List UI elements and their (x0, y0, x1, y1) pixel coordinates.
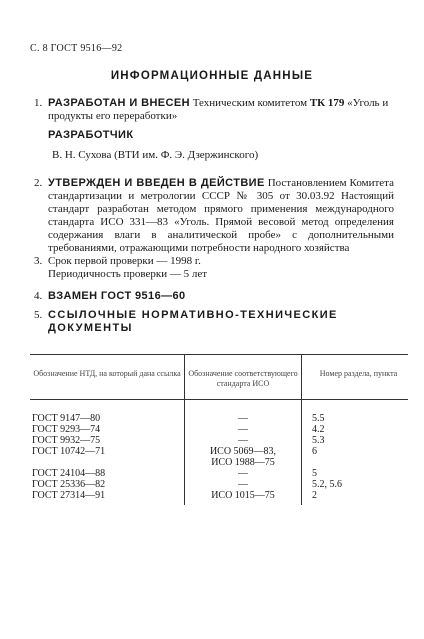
section-3 (34, 255, 394, 281)
table-row (30, 446, 408, 468)
cell-ref: 4.2 (302, 424, 409, 435)
cell-iso-line-2: ИСО 1988—75 (211, 457, 275, 468)
reference-table (30, 354, 408, 505)
cell-ref: 2 (302, 490, 409, 505)
section-2-lead: УТВЕРЖДЕН И ВВЕДЕН В ДЕЙСТВИЕ (48, 177, 265, 189)
section-number: 4. (34, 290, 43, 302)
cell-ref: 5.5 (302, 400, 409, 425)
developer-heading: РАЗРАБОТЧИК (48, 129, 134, 141)
table-row (30, 424, 408, 435)
section-1-text-2: «Уголь и продукты его переработки» (48, 97, 389, 122)
section-4-lead: ВЗАМЕН ГОСТ 9516—60 (48, 290, 186, 302)
header-section-ref: Номер раздела, пункта (302, 355, 409, 400)
table-row (30, 435, 408, 446)
cell-ref: 5.2, 5.6 (302, 479, 409, 490)
cell-iso: — (185, 468, 302, 479)
table-row (30, 490, 408, 505)
cell-iso-line-1: ИСО 5069—83, (209, 446, 277, 457)
section-number: 1. (34, 97, 43, 109)
section-1 (34, 97, 394, 162)
table-row (30, 468, 408, 479)
cell-ntd: ГОСТ 24104—88 (32, 468, 106, 479)
page-header: С. 8 ГОСТ 9516—92 (30, 43, 123, 54)
cell-ntd: ГОСТ 10742—71 (32, 446, 106, 457)
cell-ref: 6 (302, 446, 409, 468)
cell-iso: — (185, 400, 302, 425)
cell-iso: — (185, 435, 302, 446)
section-1-text: Техническим комитетом (189, 97, 310, 109)
section-1-lead: РАЗРАБОТАН И ВНЕСЕН (48, 97, 190, 109)
table-row (30, 479, 408, 490)
cell-ntd: ГОСТ 27314—91 (32, 490, 106, 501)
cell-ntd: ГОСТ 9293—74 (32, 424, 101, 435)
cell-iso: ИСО 1015—75 (185, 490, 302, 505)
cell-ntd: ГОСТ 9147—80 (32, 413, 101, 424)
cell-iso (185, 446, 302, 468)
section-title: ИНФОРМАЦИОННЫЕ ДАННЫЕ (110, 70, 314, 82)
cell-ref: 5.3 (302, 435, 409, 446)
first-review-line: Срок первой проверки — 1998 г. (48, 255, 201, 267)
review-period-line: Периодичность проверки — 5 лет (48, 268, 208, 280)
section-5 (34, 309, 394, 335)
cell-ntd: ГОСТ 9932—75 (32, 435, 101, 446)
section-5-lead: ССЫЛОЧНЫЕ НОРМАТИВНО-ТЕХНИЧЕСКИЕ ДОКУМЕНТЫ (48, 309, 338, 334)
section-4 (34, 290, 394, 303)
section-1-committee-code: ТК 179 (309, 97, 345, 109)
table-header-row (30, 355, 408, 400)
section-number: 3. (34, 255, 43, 267)
cell-iso: — (185, 479, 302, 490)
section-2-text: Постановлением Комитета стандартизации и метрологии СССР № 305 от 30.03.92 Настоящий стандарт разработан методом прямого применения международного стандарта ИСО 331—83 «Уголь. Прямой весовой метод определения содержания влаги в аналитической пробе» с дополнительными требованиями, отражающими потребности народного хозяйства (48, 177, 394, 254)
cell-iso: — (185, 424, 302, 435)
cell-ntd: ГОСТ 25336—82 (32, 479, 106, 490)
section-2 (34, 177, 394, 255)
header-ntd: Обозначение НТД, на который дана ссылка (30, 355, 185, 400)
table-row (30, 400, 408, 425)
header-iso: Обозначение соответствующего стандарта ИСО (185, 355, 302, 400)
section-number: 2. (34, 177, 43, 189)
developer-name: В. Н. Сухова (ВТИ им. Ф. Э. Дзержинского) (52, 149, 259, 161)
cell-ref: 5 (302, 468, 409, 479)
section-number: 5. (34, 309, 43, 321)
